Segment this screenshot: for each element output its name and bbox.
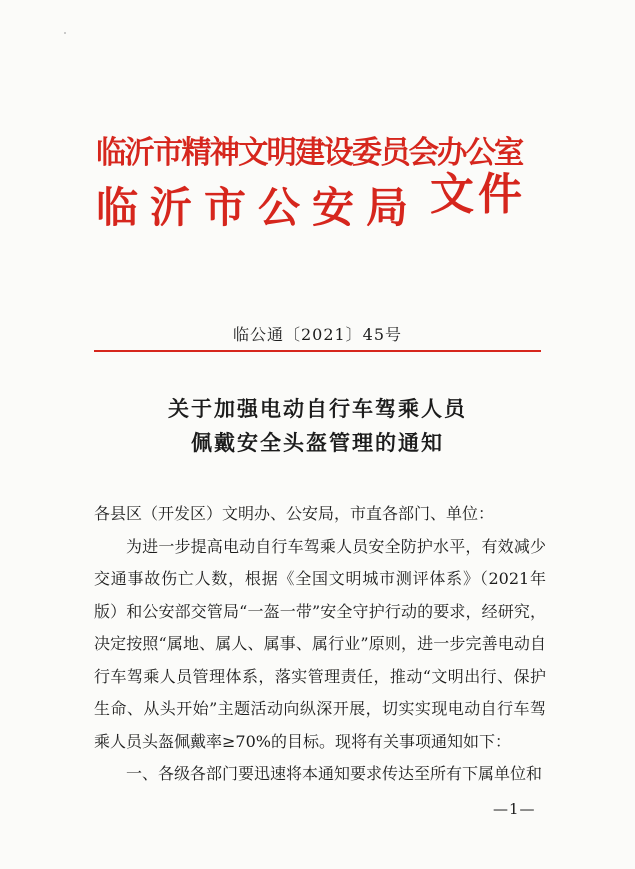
document-number: 临公通〔2021〕45号 [232, 325, 403, 344]
salutation: 各县区（开发区）文明办、公安局，市直各部门、单位： [94, 504, 495, 523]
issuer-civilization-office: 临沂市精神文明建设委员会办公室 [96, 135, 523, 171]
red-divider-line [94, 350, 541, 352]
title-line-2: 佩戴安全头盔管理的通知 [191, 431, 444, 455]
document-title [0, 392, 635, 460]
issuer-public-security-bureau: 临沂市公安局 [96, 183, 421, 232]
file-label: 文件 [430, 169, 526, 220]
scan-speck [64, 32, 66, 34]
page-number: —1— [493, 800, 536, 818]
title-line-1: 关于加强电动自行车驾乘人员 [168, 397, 467, 421]
document-body [94, 498, 546, 791]
paragraph-item-1: 一、各级各部门要迅速将本通知要求传达至所有下属单位和 [126, 764, 543, 783]
paragraph-intro: 为进一步提高电动自行车驾乘人员安全防护水平，有效减少交通事故伤亡人数，根据《全国文明城市测评体系》（2021年版）和公安部交管局“一盔一带”安全守护行动的要求，经研究，决定按照“属地、属人、属事、属行业”原则，进一步完善电动自行车驾乘人员管理体系，落实管理责任，推动“文明出行、保护生命、从头开始”主题活动向纵深开展，切实实现电动自行车驾乘人员头盔佩戴率≥70%的目标。现将有关事项通知如下： [94, 536, 546, 751]
